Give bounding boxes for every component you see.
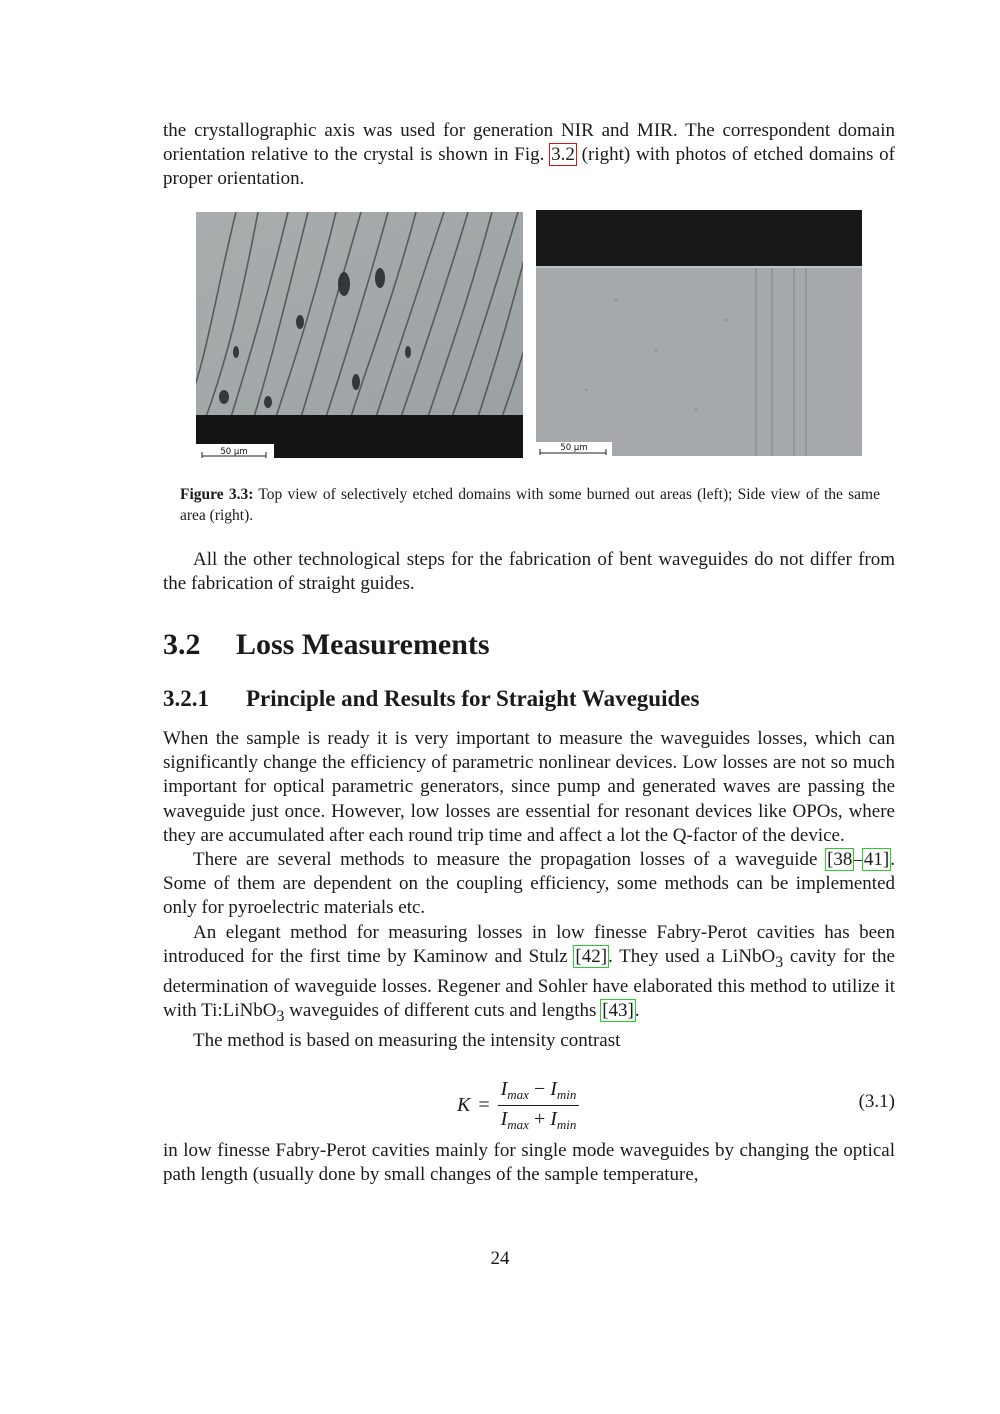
paragraph-3-text-2: . They used a LiNbO [608,945,776,967]
subsection-number: 3.2.1 [163,686,209,711]
body-text [163,727,895,1053]
equation-numerator [498,1078,580,1106]
paragraph-3-text-4: waveguides of different cuts and lengths [284,1000,602,1022]
equation-lhs: K [457,1094,471,1116]
section-heading [163,628,490,662]
caption-label: Figure 3.3: [180,486,254,503]
paragraph-4: The method is based on measuring the intensity contrast [193,1030,621,1052]
den-sub-min: min [556,1117,577,1132]
intro-text-1: the crystallographic axis was used for generation NIR and MIR. The correspondent domain orientation relative to the crystal is shown in Fig. [163,120,895,166]
num-i-max: I [500,1078,508,1100]
den-i-max: I [500,1108,508,1130]
figure-reference-link[interactable]: 3.2 [551,144,575,166]
num-sub-min: min [556,1087,577,1102]
paragraph-2-text-1: There are several methods to measure the propagation losses of a waveguide [193,849,827,871]
paragraph-1: When the sample is ready it is very important to measure the waveguides losses, which can significantly change the efficiency of parametric nonlinear devices. Low losses are not so much important for optical parametric generators, since pump and generated waves are passing the waveguide just once. However, low losses are essential for resonant devices like OPOs, where they are accumulated after each round trip time and affect a lot the Q-factor of the device. [163,728,895,846]
equation-body [457,1078,579,1133]
citation-dash: – [853,849,863,871]
intro-text-2: (right) with photos of etched domains of proper orientation. [163,144,895,190]
paragraph-after-figure-text: All the other technological steps for the fabrication of bent waveguides do not differ from the fabrication of straight guides. [163,549,895,595]
intro-paragraph [163,119,895,192]
citation-link-43[interactable]: [43] [602,1000,634,1022]
equation-number: (3.1) [858,1091,895,1112]
figure-left-image [196,212,523,458]
subsection-heading [163,686,699,712]
den-plus: + [528,1108,551,1130]
figure-caption [180,484,880,526]
citation-link-38[interactable]: [38 [827,849,853,871]
section-number: 3.2 [163,628,201,661]
paragraph-3-text-3: cavity for the determination of waveguide losses. Regener and Sohler have elaborated this method to utilize it with Ti:LiNbO [163,945,895,1022]
den-sub-max: max [507,1117,529,1132]
den-i-min: I [550,1108,557,1130]
caption-text: Top view of selectively etched domains with some burned out areas (left); Side view of the same area (right). [180,486,880,524]
paragraph-5-block [163,1139,895,1187]
left-scale-label: 50 µm [220,447,248,457]
paragraph-3 [163,921,895,1029]
citation-link-42[interactable]: [42] [575,945,608,967]
equation-equals: = [478,1094,490,1116]
figure-right-image [536,210,862,456]
paragraph-5: in low finesse Fabry-Perot cavities mainly for single mode waveguides by changing the optical path length (usually done by small changes of the sample temperature, [163,1140,895,1186]
num-sub-max: max [507,1087,529,1102]
page-number: 24 [490,1248,510,1269]
paragraph-2-text-2: . Some of them are dependent on the coupling efficiency, some methods can be implemented only for pyroelectric materials etc. [163,849,895,919]
equation-3-1 [163,1078,895,1130]
paragraph-after-figure [163,548,895,596]
paragraph-3-text-5: . [634,1000,640,1022]
paragraph-3-text-1: An elegant method for measuring losses in low finesse Fabry-Perot cavities has been introduced for the first time by Kaminow and Stulz [163,921,895,967]
num-minus: − [528,1078,551,1100]
num-i-min: I [550,1078,557,1100]
paragraph-2 [163,848,895,921]
equation-denominator [498,1106,580,1133]
citation-link-41[interactable]: 41] [863,849,890,871]
section-title: Loss Measurements [236,628,490,661]
right-scale-label: 50 µm [560,443,588,453]
equation-fraction [498,1078,580,1133]
subscript-3a: 3 [775,953,784,971]
subsection-title: Principle and Results for Straight Waveguides [246,686,700,711]
subscript-3b: 3 [276,1007,285,1025]
